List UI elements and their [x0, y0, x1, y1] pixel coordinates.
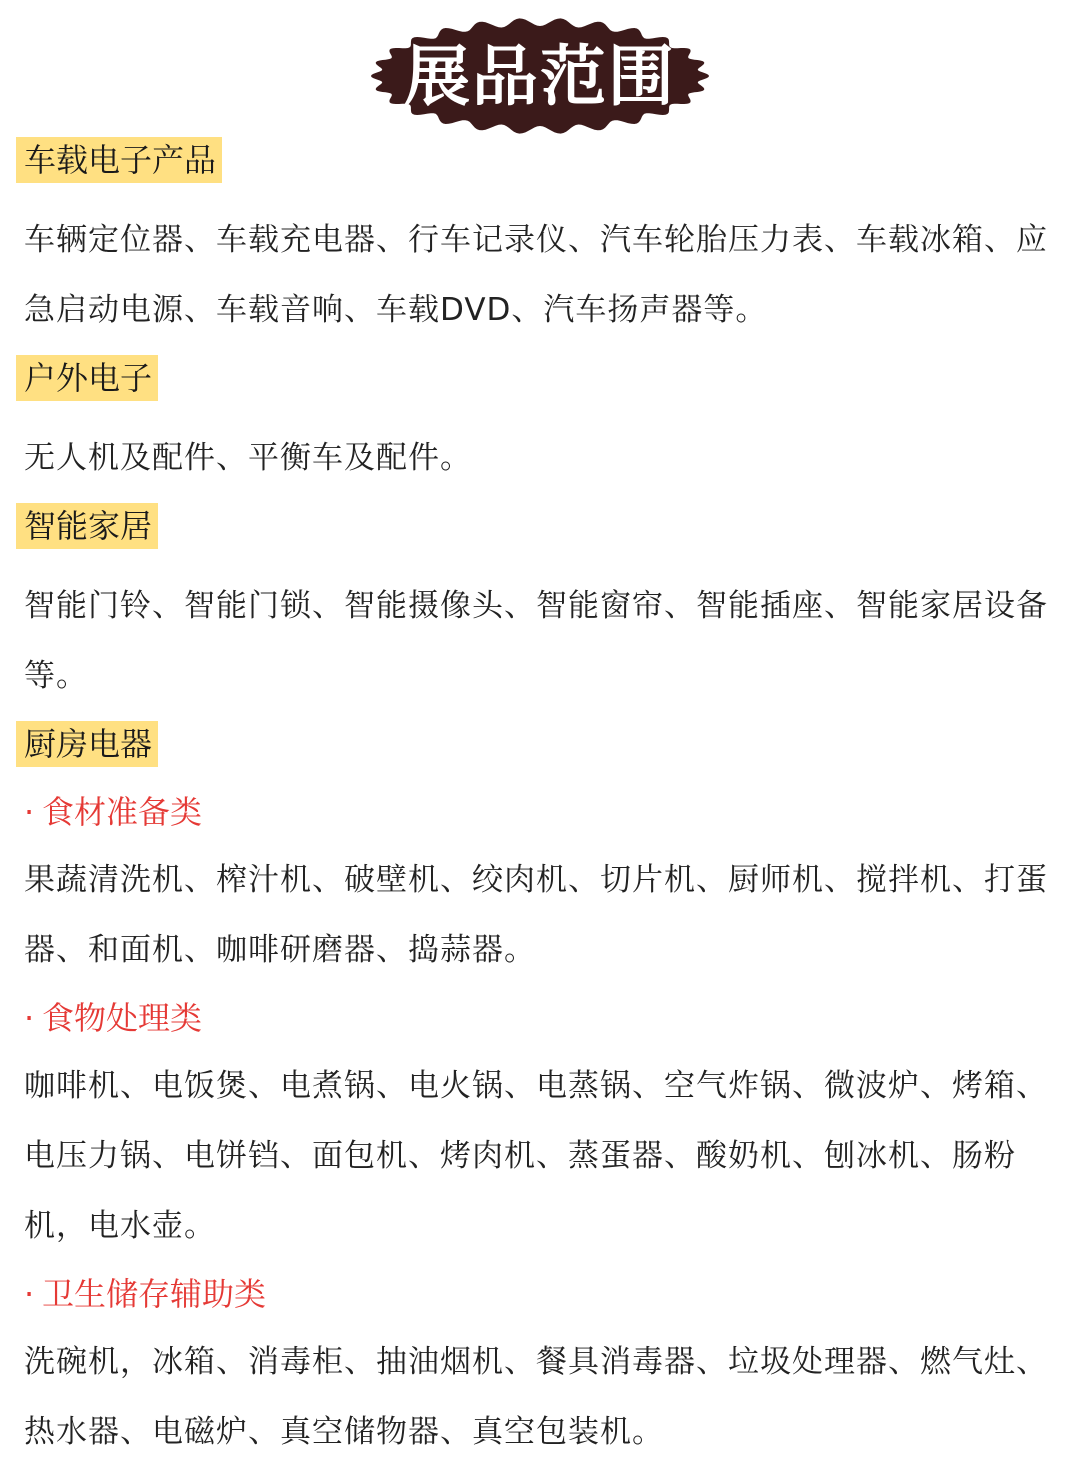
- subcategory-title: 卫生储存辅助类: [42, 1275, 267, 1313]
- section-kitchen-appliances: [0, 721, 1080, 1467]
- section-outdoor-electronics: [0, 355, 1080, 493]
- exhibit-content: [0, 137, 1080, 1467]
- section-smart-home: [0, 503, 1080, 711]
- subcategory-items: 咖啡机、电饭煲、电煮锅、电火锅、电蒸锅、空气炸锅、微波炉、烤箱、电压力锅、电饼铛、面包机、烤肉机、蒸蛋器、酸奶机、刨冰机、肠粉机，电水壶。: [24, 1068, 1048, 1244]
- category-heading: 智能家居: [16, 503, 158, 549]
- subcategory-items: 果蔬清洗机、榨汁机、破壁机、绞肉机、切片机、厨师机、搅拌机、打蛋器、和面机、咖啡研磨器、捣蒜器。: [24, 862, 1048, 968]
- subcategory-hygiene-storage: [24, 1271, 1080, 1317]
- subcategory-food-processing: [24, 995, 1080, 1041]
- subcategory-title: 食材准备类: [42, 793, 203, 831]
- page-title: 展品范围: [404, 37, 676, 115]
- section-auto-electronics: [0, 137, 1080, 345]
- subcategory-title: 食物处理类: [42, 999, 203, 1037]
- bullet-dot: ·: [24, 793, 35, 831]
- bullet-dot: ·: [24, 999, 35, 1037]
- subcategory-items: 洗碗机，冰箱、消毒柜、抽油烟机、餐具消毒器、垃圾处理器、燃气灶、热水器、电磁炉、真空储物器、真空包装机。: [24, 1344, 1048, 1450]
- category-heading: 厨房电器: [16, 721, 158, 767]
- category-items: 无人机及配件、平衡车及配件。: [24, 440, 472, 476]
- bullet-dot: ·: [24, 1275, 35, 1313]
- category-heading: 车载电子产品: [16, 137, 222, 183]
- category-items: 车辆定位器、车载充电器、行车记录仪、汽车轮胎压力表、车载冰箱、应急启动电源、车载音响、车载DVD、汽车扬声器等。: [24, 222, 1048, 328]
- category-items: 智能门铃、智能门锁、智能摄像头、智能窗帘、智能插座、智能家居设备等。: [24, 588, 1048, 694]
- title-badge: [370, 18, 710, 134]
- subcategory-food-prep: [24, 789, 1080, 835]
- category-heading: 户外电子: [16, 355, 158, 401]
